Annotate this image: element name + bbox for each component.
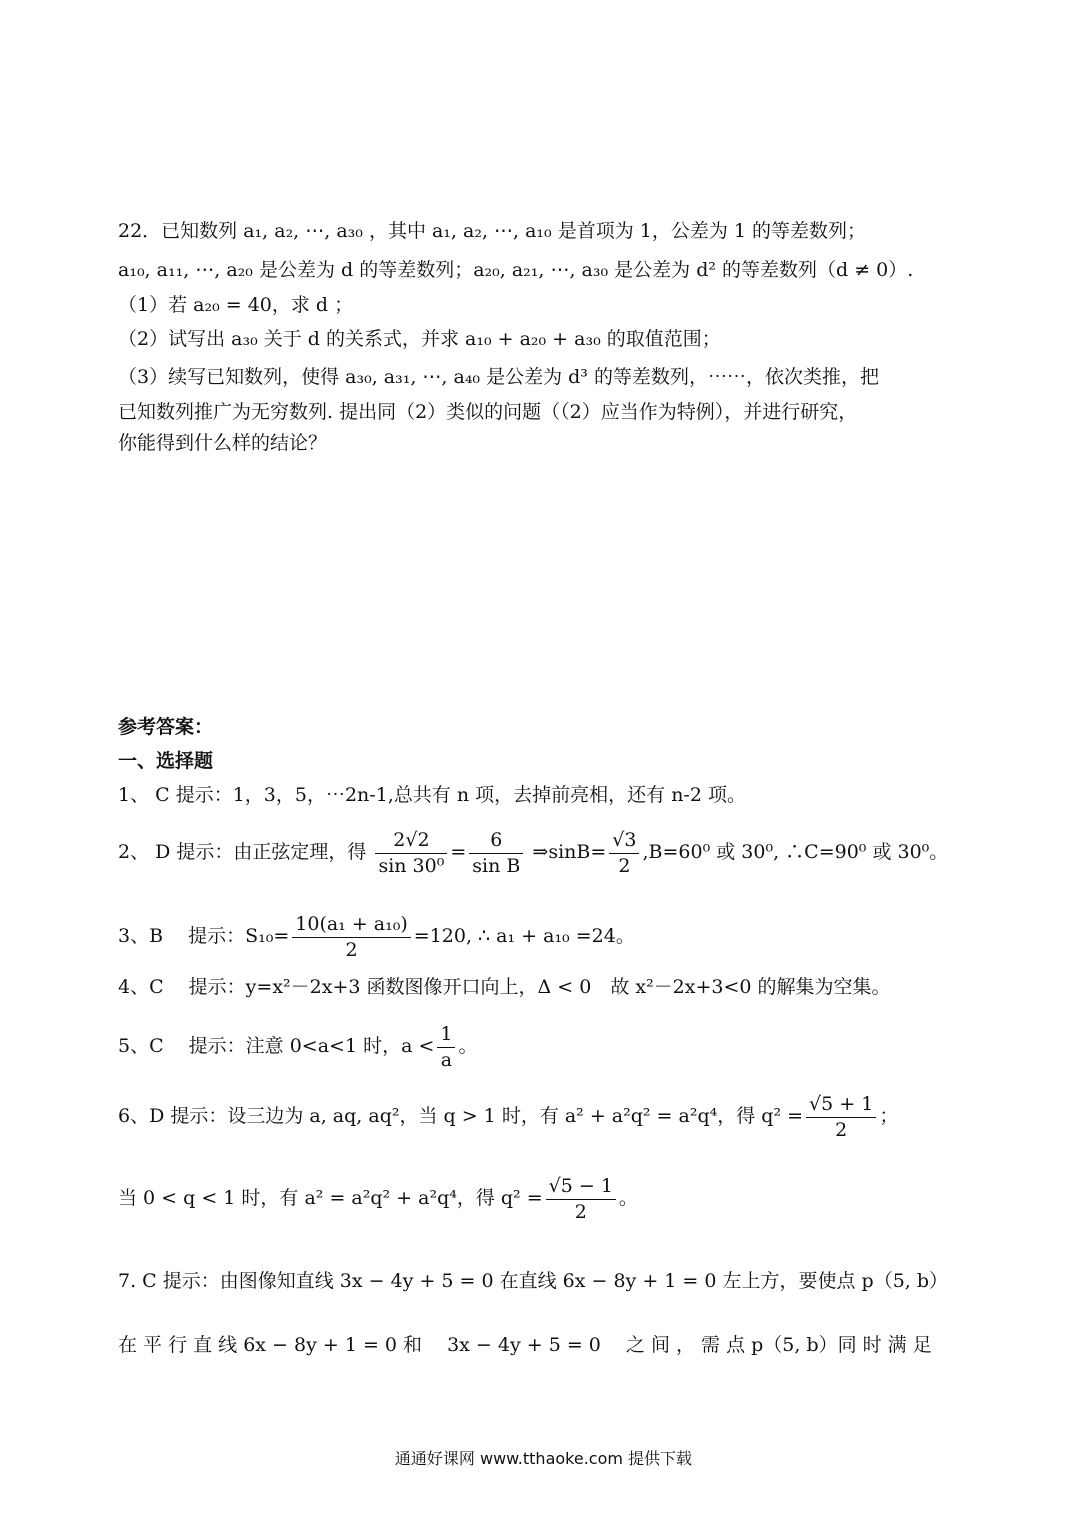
fraction-numerator: √3 xyxy=(609,828,639,854)
answer-3-prefix: 3、B 提示：S₁₀= xyxy=(118,925,290,948)
answer-6-line2-prefix: 当 0 < q < 1 时，有 a² = a²q² + a²q⁴，得 q² = xyxy=(118,1187,543,1210)
answer-6-line1 xyxy=(118,1092,898,1142)
answer-6-suffix: ； xyxy=(879,1105,899,1128)
fraction-numerator: 1 xyxy=(437,1022,455,1048)
answer-5-fraction xyxy=(437,1022,455,1072)
q22-part1: （1）若 a₂₀ = 40，求 d ； xyxy=(118,294,354,316)
answer-2-fraction-1 xyxy=(375,828,447,878)
answer-2-fraction-2 xyxy=(469,828,523,878)
answer-5 xyxy=(118,1022,478,1072)
page-footer: 通通好课网 www.tthaoke.com 提供下载 xyxy=(394,1449,693,1468)
fraction-denominator: 2 xyxy=(835,1118,848,1141)
answer-6-line2-suffix: 。 xyxy=(618,1187,638,1210)
fraction-numerator: 2√2 xyxy=(375,828,447,854)
q22-part2: （2）试写出 a₃₀ 关于 d 的关系式，并求 a₁₀ + a₂₀ + a₃₀ 的取值范围； xyxy=(118,328,721,350)
answer-1: 1、 C 提示：1，3，5，⋯2n-1,总共有 n 项，去掉前亮相，还有 n-2 项。 xyxy=(118,784,746,806)
q22-part3-line2: 已知数列推广为无穷数列. 提出同（2）类似的问题（（2）应当作为特例），并进行研究， xyxy=(118,401,858,423)
q22-line2: a₁₀, a₁₁, ⋯, a₂₀ 是公差为 d 的等差数列；a₂₀, a₂₁, ⋯, a₃₀ 是公差为 d² 的等差数列（d ≠ 0）. xyxy=(118,259,914,281)
fraction-numerator: √5 + 1 xyxy=(806,1092,876,1118)
q22-part3-line1: （3）续写已知数列，使得 a₃₀, a₃₁, ⋯, a₄₀ 是公差为 d³ 的等差数列，⋯⋯，依次类推，把 xyxy=(118,366,879,388)
answer-2-prefix: 2、 D 提示：由正弦定理，得 xyxy=(118,841,367,864)
answer-6-prefix: 6、D 提示：设三边为 a, aq, aq²，当 q > 1 时，有 a² + a²q² = a²q⁴，得 q² = xyxy=(118,1105,804,1128)
q22-part3-line3: 你能得到什么样的结论？ xyxy=(118,432,328,454)
answer-6-line2 xyxy=(118,1174,638,1224)
answer-4: 4、C 提示：y=x²－2x+3 函数图像开口向上，Δ < 0 故 x²－2x+3<0 的解集为空集。 xyxy=(118,976,891,998)
answer-5-suffix: 。 xyxy=(458,1035,478,1058)
answer-2-implies: ⇒sinB= xyxy=(532,841,607,864)
answer-3-suffix: =120, ∴ a₁ + a₁₀ =24。 xyxy=(413,925,635,948)
answer-5-prefix: 5、C 提示：注意 0<a<1 时，a < xyxy=(118,1035,435,1058)
fraction-denominator: sin B xyxy=(472,854,521,877)
answer-6-fraction-2 xyxy=(546,1174,616,1224)
equals-sign: = xyxy=(450,841,467,864)
answer-2-suffix: ,B=60⁰ 或 30⁰, ∴C=90⁰ 或 30⁰。 xyxy=(642,841,949,864)
section-heading-choice: 一、选择题 xyxy=(118,750,214,772)
fraction-numerator: 6 xyxy=(469,828,523,854)
answer-3 xyxy=(118,912,635,962)
answers-heading: 参考答案： xyxy=(118,716,214,738)
answer-2-fraction-3 xyxy=(609,828,639,878)
fraction-numerator: √5 − 1 xyxy=(546,1174,616,1200)
answer-7-line1: 7. C 提示：由图像知直线 3x − 4y + 5 = 0 在直线 6x − 8y + 1 = 0 左上方，要使点 p（5, b） xyxy=(118,1270,949,1292)
fraction-denominator: a xyxy=(440,1048,453,1071)
fraction-numerator: 10(a₁ + a₁₀) xyxy=(292,912,411,938)
q22-line1: 22．已知数列 a₁, a₂, ⋯, a₃₀ ，其中 a₁, a₂, ⋯, a₁₀ 是首项为 1，公差为 1 的等差数列； xyxy=(118,220,867,242)
answer-2 xyxy=(118,828,948,878)
fraction-denominator: sin 30⁰ xyxy=(378,854,445,877)
fraction-denominator: 2 xyxy=(574,1200,587,1223)
fraction-denominator: 2 xyxy=(618,854,631,877)
fraction-denominator: 2 xyxy=(345,938,358,961)
answer-7-line2: 在 平 行 直 线 6x − 8y + 1 = 0 和 3x − 4y + 5 = 0 之 间 ， 需 点 p（5, b）同 时 满 足 xyxy=(118,1334,932,1356)
answer-3-fraction xyxy=(292,912,411,962)
answer-6-fraction-1 xyxy=(806,1092,876,1142)
